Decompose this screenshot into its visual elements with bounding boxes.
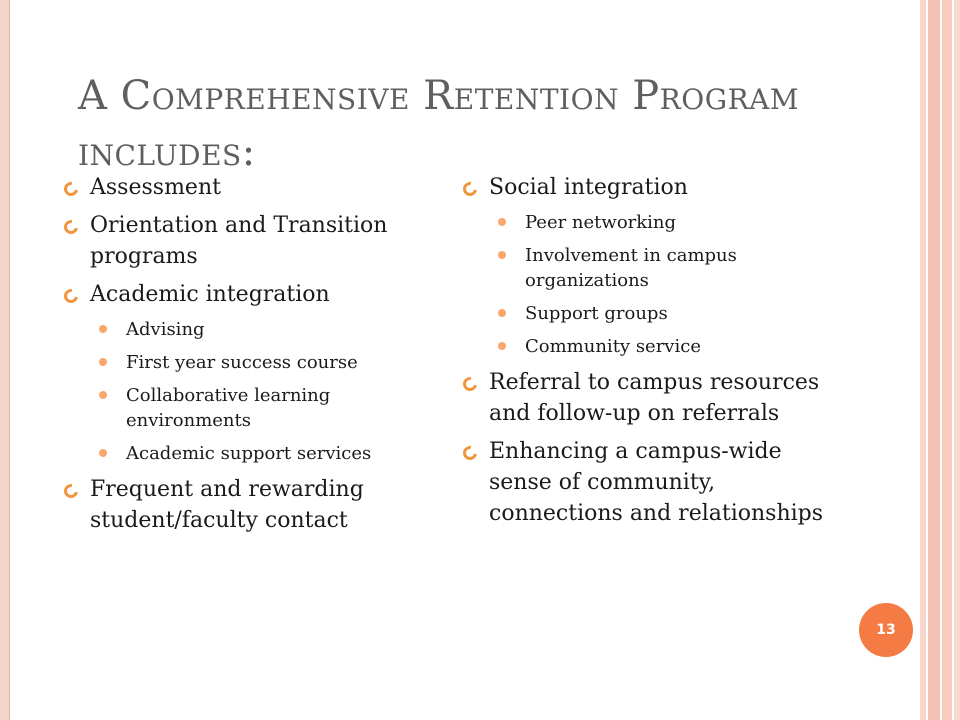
bullet-item-faculty-contact bbox=[60, 474, 430, 536]
social-sub-list bbox=[495, 210, 829, 359]
dot-bullet-icon bbox=[99, 449, 107, 457]
sub-item-first-year bbox=[96, 350, 430, 375]
sub-item-community-service bbox=[495, 334, 829, 359]
sub-item-label: Peer networking bbox=[525, 212, 677, 233]
sub-item-label: Support groups bbox=[525, 303, 668, 324]
bullet-item-assessment bbox=[60, 172, 430, 203]
dot-bullet-icon bbox=[498, 251, 506, 259]
bullet-item-label: Assessment bbox=[90, 175, 221, 200]
dot-bullet-icon bbox=[498, 309, 506, 317]
bullet-item-label: Referral to campus resources and follow-up on referrals bbox=[489, 370, 820, 426]
slide-title-line-2: includes: bbox=[78, 129, 256, 175]
bullet-item-label: Enhancing a campus-wide sense of community, connections and relationships bbox=[489, 439, 824, 526]
sub-item-label: Collaborative learning environments bbox=[126, 385, 331, 431]
sub-item-label: First year success course bbox=[126, 352, 358, 373]
bullet-item-orientation bbox=[60, 210, 430, 272]
sub-item-support-groups bbox=[495, 301, 829, 326]
sub-item-involvement bbox=[495, 243, 829, 293]
slide-title-line-1: A Comprehensive Retention Program bbox=[78, 73, 800, 119]
dot-bullet-icon bbox=[498, 342, 506, 350]
bullet-item-social-integration bbox=[459, 172, 829, 203]
bullet-item-referral bbox=[459, 367, 829, 429]
circle-bullet-icon bbox=[61, 286, 80, 305]
sub-item-label: Involvement in campus organizations bbox=[525, 245, 737, 291]
dot-bullet-icon bbox=[498, 218, 506, 226]
sub-item-collaborative bbox=[96, 383, 430, 433]
bullet-item-label: Academic integration bbox=[90, 282, 330, 307]
circle-bullet-icon bbox=[61, 217, 80, 236]
bullet-item-academic-integration bbox=[60, 279, 430, 310]
circle-bullet-icon bbox=[61, 481, 80, 500]
circle-bullet-icon bbox=[460, 374, 479, 393]
page-number-badge: 13 bbox=[859, 603, 913, 657]
sub-item-label: Advising bbox=[126, 319, 205, 340]
circle-bullet-icon bbox=[61, 179, 80, 198]
slide-frame-left-line bbox=[9, 0, 10, 720]
sub-item-label: Community service bbox=[525, 336, 701, 357]
circle-bullet-icon bbox=[460, 443, 479, 462]
sub-item-label: Academic support services bbox=[126, 443, 372, 464]
slide-frame-left bbox=[0, 0, 9, 720]
bullet-item-label: Orientation and Transition programs bbox=[90, 213, 388, 269]
dot-bullet-icon bbox=[99, 325, 107, 333]
slide-frame-right bbox=[920, 0, 960, 720]
dot-bullet-icon bbox=[99, 358, 107, 366]
bullet-item-label: Social integration bbox=[489, 175, 688, 200]
dot-bullet-icon bbox=[99, 391, 107, 399]
left-column bbox=[60, 172, 430, 543]
bullet-item-community bbox=[459, 436, 829, 529]
sub-item-peer-networking bbox=[495, 210, 829, 235]
sub-item-advising bbox=[96, 317, 430, 342]
bullet-item-label: Frequent and rewarding student/faculty contact bbox=[90, 477, 364, 533]
circle-bullet-icon bbox=[460, 179, 479, 198]
slide-title bbox=[78, 68, 908, 180]
sub-item-academic-support bbox=[96, 441, 430, 466]
right-column bbox=[459, 172, 829, 536]
academic-sub-list bbox=[96, 317, 430, 466]
